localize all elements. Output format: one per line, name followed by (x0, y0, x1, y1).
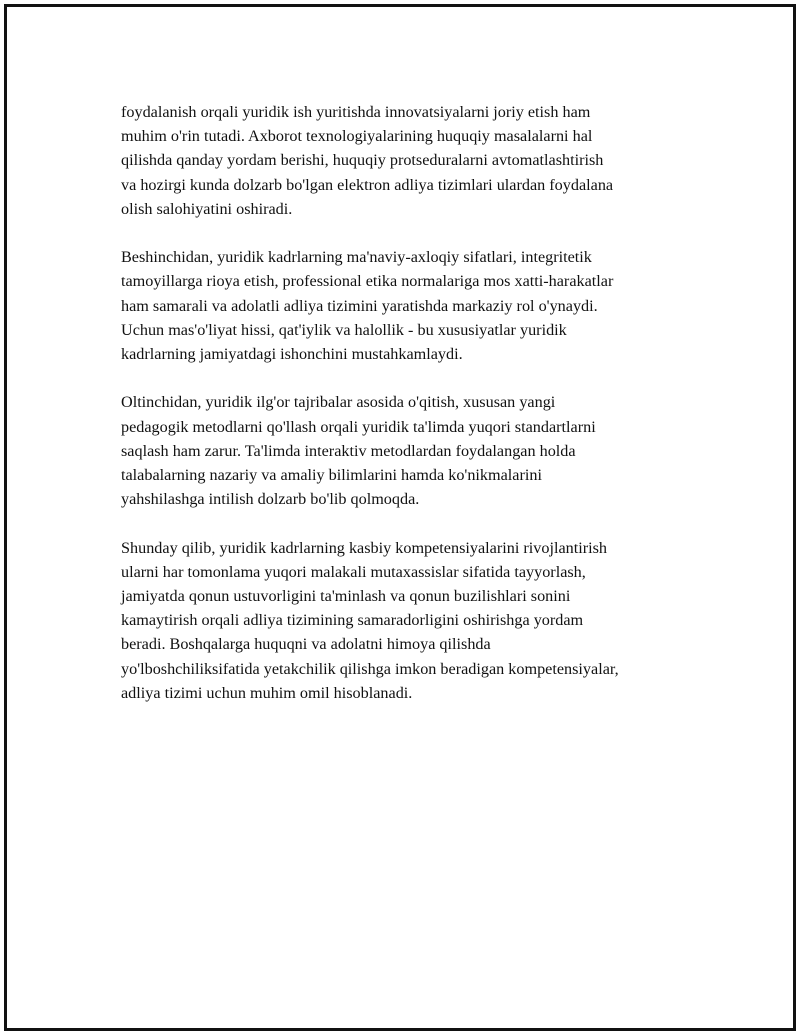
text-line: adliya tizimi uchun muhim omil hisoblanadi. (121, 683, 413, 702)
text-line: yahshilashga intilish dolzarb bo'lib qolmoqda. (121, 490, 420, 509)
text-line: Uchun mas'o'liyat hissi, qat'iylik va halollik - bu xususiyatlar yuridik (121, 320, 567, 339)
text-line: muhim o'rin tutadi. Axborot texnologiyalarining huquqiy masalalarni hal (121, 127, 593, 146)
paragraph-3 (121, 390, 711, 511)
text-line: beradi. Boshqalarga huquqni va adolatni himoya qilishda (121, 635, 491, 654)
paragraph-4 (121, 536, 711, 705)
text-line: Beshinchidan, yuridik kadrlarning ma'naviy-axloqiy sifatlari, integritetik (121, 248, 592, 267)
text-line: talabalarning nazariy va amaliy bilimlarini hamda ko'nikmalarini (121, 466, 542, 485)
page-frame (4, 4, 796, 1031)
text-line: pedagogik metodlarni qo'llash orqali yuridik ta'limda yuqori standartlarni (121, 417, 596, 436)
text-line: saqlash ham zarur. Ta'limda interaktiv metodlardan foydalangan holda (121, 441, 576, 460)
text-line: jamiyatda qonun ustuvorligini ta'minlash va qonun buzilishlari sonini (121, 587, 571, 606)
text-line: kadrlarning jamiyatdagi ishonchini mustahkamlaydi. (121, 345, 463, 364)
text-line: ularni har tomonlama yuqori malakali mutaxassislar sifatida tayyorlash, (121, 562, 586, 581)
text-line: Oltinchidan, yuridik ilg'or tajribalar asosida o'qitish, xususan yangi (121, 393, 556, 412)
text-line: kamaytirish orqali adliya tizimining samaradorligini oshirishga yordam (121, 611, 584, 630)
paragraph-2 (121, 245, 711, 366)
text-line: qilishda qanday yordam berishi, huquqiy protseduralarni avtomatlashtirish (121, 151, 604, 170)
text-line: tamoyillarga rioya etish, professional etika normalariga mos xatti-harakatlar (121, 272, 614, 291)
text-line: foydalanish orqali yuridik ish yuritishda innovatsiyalarni joriy etish ham (121, 103, 591, 121)
text-line: va hozirgi kunda dolzarb bo'lgan elektron adliya tizimlari ulardan foydalana (121, 175, 614, 194)
text-line: Shunday qilib, yuridik kadrlarning kasbiy kompetensiyalarini rivojlantirish (121, 538, 607, 557)
document-body (121, 100, 711, 729)
text-line: yo'lboshchiliksifatida yetakchilik qilishga imkon beradigan kompetensiyalar, (121, 659, 619, 678)
text-line: olish salohiyatini oshiradi. (121, 199, 293, 218)
text-line: ham samarali va adolatli adliya tizimini yaratishda markaziy rol o'ynaydi. (121, 296, 598, 315)
paragraph-1 (121, 100, 711, 221)
